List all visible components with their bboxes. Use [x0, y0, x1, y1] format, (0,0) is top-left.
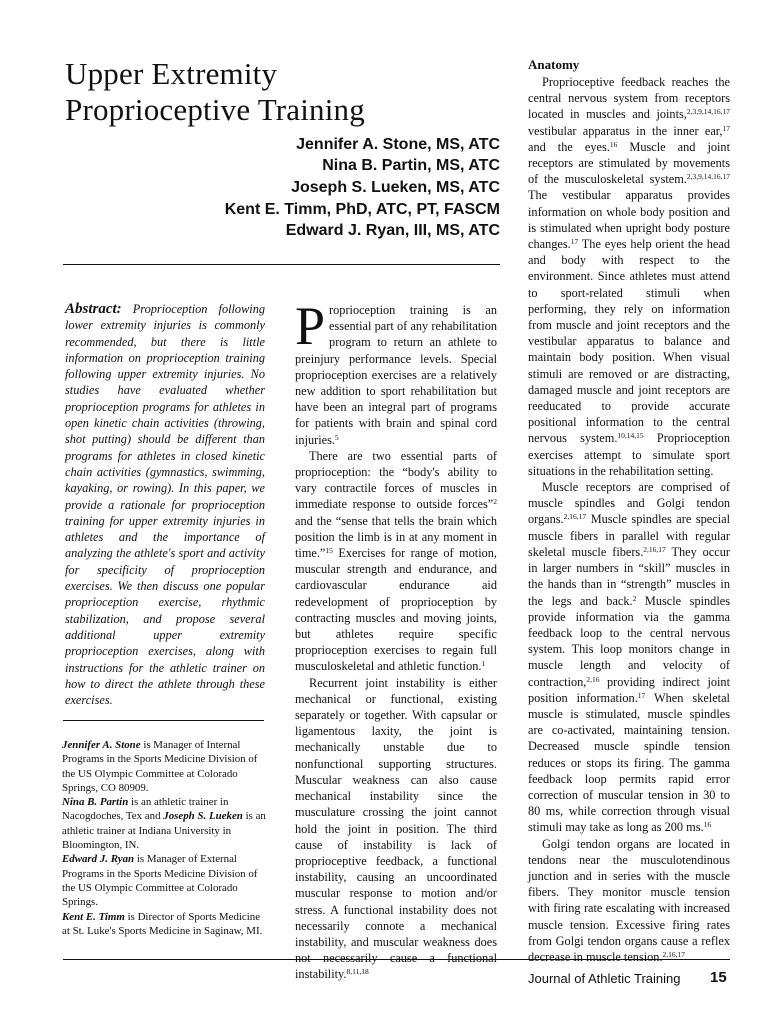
- title-line-1: Upper Extremity: [65, 56, 278, 91]
- paragraph-two-parts: There are two essential parts of proprioception: the “body's ability to vary contractile forces of muscles in immediate response to outside forces”$^2$ and the “sense that tells the brain which position the limb is in at any moment in time.”$^{15}$ Exercises for range of motion, muscular strength and endurance, and cardiovascular endurance aid redevelopment of proprioception by contracting muscles and moving joints, but athletes require specific proprioception exercises to regain full musculoskeletal and athletic function.$^1$: [295, 448, 497, 674]
- anatomy-paragraph-2: Muscle receptors are comprised of muscle spindles and Golgi tendon organs.$^{2,16,17}$ Muscle spindles are special muscle fibers in parallel with regular skeletal muscle fibers.$^{2,16,17}$ They occur in larger numbers in “skill” muscles in the hands than in “strength” muscles in the legs and back.$^2$ Muscle spindles provide information via the gamma feedback loop to the central nervous system. This loop monitors change in muscle length and velocity of contraction,$^{2,16}$ providing indirect joint position information.$^{17}$ When skeletal muscle is stimulated, muscle spindles are co-activated, maintaining tension. Decreased muscle spindle tension reduces or stops its firing. The gamma feedback loop permits rapid error correction of muscular tension in 30 to 80 ms, while correction through visual stimuli may take as long as 200 ms.$^{16}$: [528, 480, 730, 835]
- author-5: Edward J. Ryan, III, MS, ATC: [285, 222, 500, 239]
- title-line-2: Proprioceptive Training: [65, 92, 365, 127]
- author-4: Kent E. Timm, PhD, ATC, PT, FASCM: [224, 201, 500, 218]
- paragraph-instability: Recurrent joint instability is either mechanical or functional, existing separately or together. With capsular or ligamentous laxity, the joint is mechanically unstable due to nonfunctional supporting structures. Muscular weakness can also cause mechanical instability since the musculature crossing the joint cannot hold the joint in position. The third cause of instability is lack of proprioceptive feedback, a functional instability, causing an uncoordinated muscular response to motion and/or stress. A functional instability does not necessarily connote a mechanical instability, and muscular weakness does not necessarily cause a functional instability.$^{8,11,18}$: [295, 675, 497, 982]
- bio-partin-lueken: Nina B. Partin is an athletic trainer in Nacogdoches, Tex and Joseph S. Lueken is an athletic trainer at Indiana University in Bloomington, IN.: [62, 796, 266, 852]
- intro-paragraph: Proprioception training is an essential part of any rehabilitation program to return an athlete to preinjury performance levels. Special proprioception exercises are a relatively new addition to sport rehabilitation but have been an integral part of programs for patients with brain and spinal cord injuries.$^5$: [295, 296, 497, 447]
- drop-cap: P: [295, 296, 326, 356]
- author-bios: [62, 738, 267, 938]
- footer-journal-name: Journal of Athletic Training: [528, 971, 681, 986]
- footer-page-number: 15: [710, 969, 727, 986]
- section-heading-anatomy: Anatomy: [528, 57, 580, 72]
- abstract-text: Proprioception following lower extremity injuries is commonly recommended, but there is little information on proprioception training following upper extremity injuries. No studies have evaluated whether proprioception programs for athletes in open kinetic chain activities (throwing, shot putting) should be different than programs for athletes in closed kinetic chain activities (gymnastics, swimming, kayaking, or rowing). In this paper, we provide a rationale for proprioception training for upper extremity injuries in athletes and the importance of analyzing the athlete's sport and activity for specificity of proprioception exercises. We then discuss one popular proprioception exercise, rhythmic stabilization, and propose several additional upper extremity proprioception exercises, along with instructions for the athletic trainer on how to direct the athlete through these exercises.: [65, 302, 265, 708]
- abstract-label: Abstract:: [65, 301, 122, 317]
- anatomy-paragraph-3: Golgi tendon organs are located in tendons near the musculotendinous junction and in series with the muscle fibers. They monitor muscle tension with firing rate escalating with increased muscle tension. Excessive firing rates from Golgi tendon organs cause a reflex decrease in muscle tension.$^{2,16,17}$: [528, 836, 730, 964]
- bio-ryan: Edward J. Ryan is Manager of External Programs in the Sports Medicine Division of the US Olympic Committee at Colorado Springs.: [62, 853, 258, 909]
- anatomy-paragraph-1: Proprioceptive feedback reaches the central nervous system from receptors located in muscles and joints,$^{2,3,9,14,16,17}$ vestibular apparatus in the inner ear,$^{17}$ and the eyes.$^{16}$ Muscle and joint receptors are stimulated by movements of the musculoskeletal system.$^{2,3,9,14,16,17}$ The vestibular apparatus provides information on whole body position and is stimulated when upright body posture changes.$^{17}$ The eyes help orient the head and body with respect to the environment. Since athletes must attend to sport-related stimuli when performing, they rely on information from muscle and joint receptors and the vestibular apparatus to balance and maintain body position. When visual stimuli are removed or are distracting, damaged muscle and joint receptors are reeducated to provide accurate positional information to the central nervous system.$^{10,14,15}$ Proprioception exercises attempt to simulate sport situations in the rehabilitation setting.: [528, 75, 730, 478]
- author-1: Jennifer A. Stone, MS, ATC: [296, 136, 500, 153]
- author-2: Nina B. Partin, MS, ATC: [322, 157, 500, 174]
- bio-timm: Kent E. Timm is Director of Sports Medicine at St. Luke's Sports Medicine in Saginaw, MI.: [62, 910, 263, 937]
- abstract: [65, 301, 265, 708]
- right-column: [528, 57, 730, 965]
- title-rule: [63, 264, 500, 265]
- author-3: Joseph S. Lueken, MS, ATC: [291, 179, 500, 196]
- footer-rule: [63, 959, 730, 960]
- abstract-rule: [63, 720, 264, 721]
- middle-column: [295, 296, 497, 983]
- bio-stone: Jennifer A. Stone is Manager of Internal Programs in the Sports Medicine Division of the US Olympic Committee at Colorado Springs, CO 80909.: [62, 739, 258, 794]
